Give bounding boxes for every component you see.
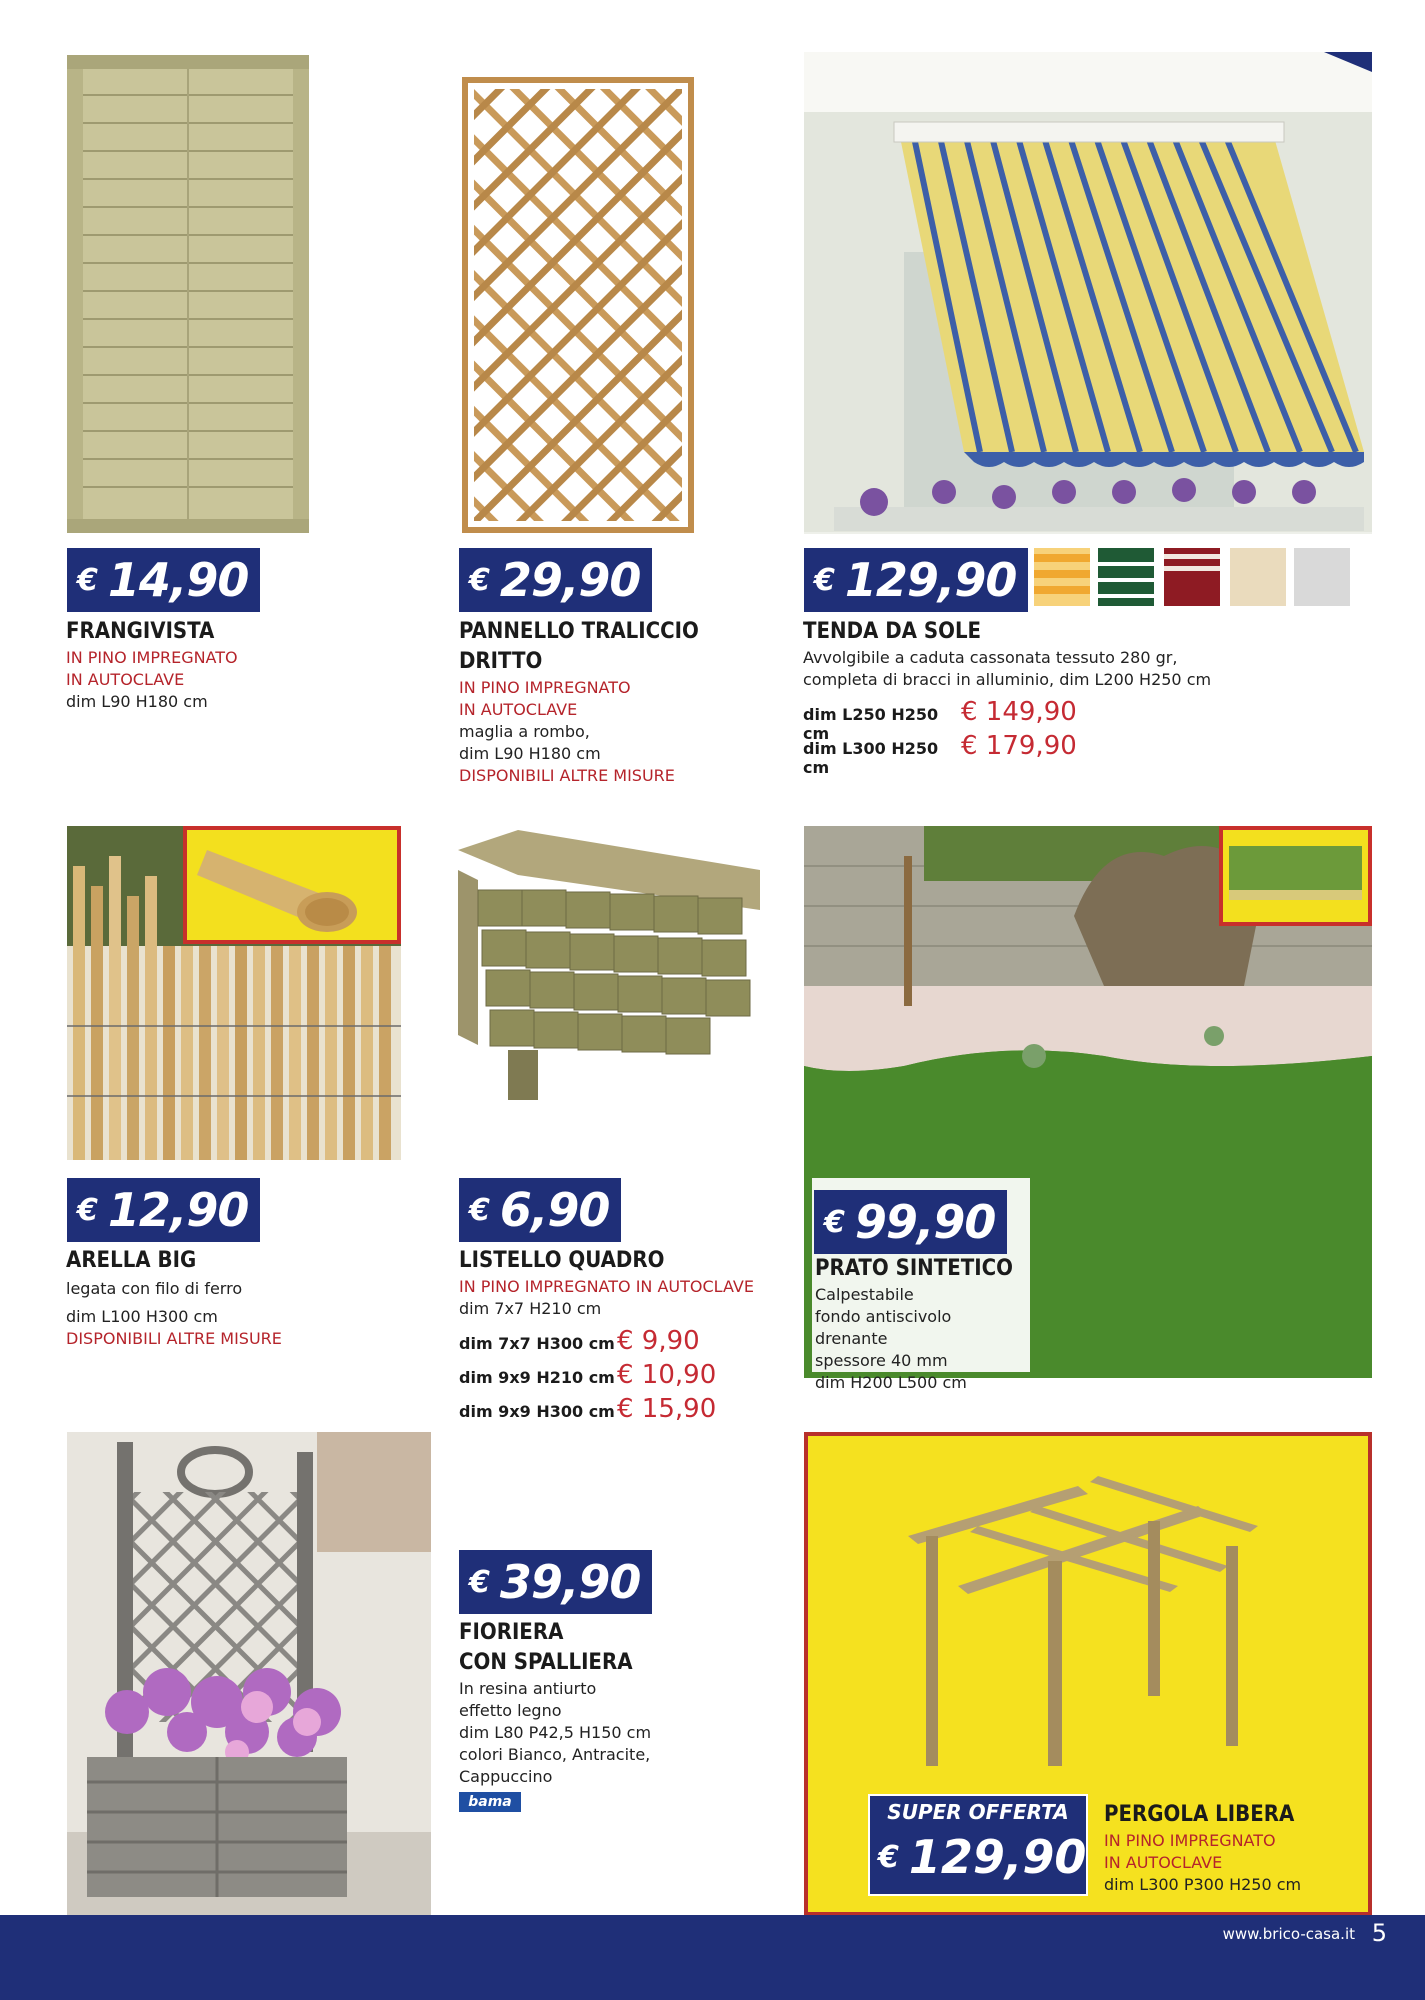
tenda-description [803,617,1363,777]
pergola-offer-box [804,1432,1372,1916]
currency-symbol: € [77,562,98,598]
variant-label: dim 9x9 H210 cm [459,1368,615,1387]
traliccio-price-tag [459,548,652,612]
variant-price: € 9,90 [617,1326,700,1356]
detail-line: legata con filo di ferro [66,1279,243,1298]
price-value: 129,90 [844,553,1017,607]
price-value: 6,90 [499,1183,610,1237]
detail-line: Calpestabile [815,1285,914,1304]
product-name: CON SPALLIERA [459,1650,633,1675]
price-value: 99,90 [854,1195,996,1249]
frangivista-price-tag [67,548,260,612]
variant-label: dim L250 H250 cm [803,705,939,743]
dimension-line: dim L100 H300 cm [66,1307,218,1326]
super-offerta-panel [868,1794,1088,1896]
listello-image [458,830,760,1112]
detail-line: fondo antiscivolo drenante [815,1307,952,1348]
arella-price-tag [67,1178,260,1242]
product-name: PANNELLO TRALICCIO [459,619,699,644]
product-name: FRANGIVISTA [66,619,215,644]
material-line: IN PINO IMPREGNATO [459,678,631,697]
price-value: 12,90 [107,1183,249,1237]
product-name: PERGOLA LIBERA [1104,1802,1295,1827]
dimension-line: dim L90 H180 cm [459,744,601,763]
currency-symbol: € [824,1204,845,1240]
availability-note: DISPONIBILI ALTRE MISURE [459,766,675,785]
swatch-light-grey[interactable] [1294,548,1350,606]
dimension-line: dim 7x7 H210 cm [459,1299,602,1318]
detail-line: spessore 40 mm [815,1351,948,1370]
variant-label: dim 7x7 H300 cm [459,1334,615,1353]
page-footer [0,1915,1425,2000]
currency-symbol: € [814,562,835,598]
detail-line: effetto legno [459,1701,562,1720]
size-variant [803,697,1363,743]
prato-grass-inset [1219,826,1372,926]
product-name: DRITTO [459,649,543,674]
detail-line: maglia a rombo, [459,722,590,741]
prato-price-tag [814,1190,1007,1254]
variant-label: dim 9x9 H300 cm [459,1402,615,1421]
product-name: PRATO SINTETICO [815,1256,1013,1281]
website-link[interactable]: www.brico-casa.it [1222,1925,1355,1943]
traliccio-description [459,617,779,787]
fioriera-image [67,1432,431,1917]
swatch-beige[interactable] [1230,548,1286,606]
material-line: IN AUTOCLAVE [1104,1853,1223,1872]
price-value: 14,90 [107,553,249,607]
currency-symbol: € [469,562,490,598]
product-name: FIORIERA [459,1620,564,1645]
brand-name: bama [468,1794,512,1810]
listello-price-tag [459,1178,621,1242]
availability-note: DISPONIBILI ALTRE MISURE [66,1329,282,1348]
variant-price: € 15,90 [617,1394,717,1424]
material-line: IN AUTOCLAVE [66,670,185,689]
product-name: LISTELLO QUADRO [459,1248,665,1273]
size-variant [459,1360,779,1394]
currency-symbol: € [77,1192,98,1228]
dimension-line: dim L90 H180 cm [66,692,208,711]
detail-line: In resina antiurto [459,1679,597,1698]
arella-description [66,1246,386,1350]
page-number: 5 [1371,1919,1387,1947]
detail-line: completa di bracci in alluminio, dim L200 H250 cm [803,670,1212,689]
product-name: ARELLA BIG [66,1248,197,1273]
super-offerta-badge: SUPER OFFERTA [887,1800,1069,1824]
size-variant [459,1326,779,1360]
traliccio-image [462,77,694,533]
size-variant [459,1394,779,1428]
currency-symbol: € [878,1839,899,1875]
material-line: IN AUTOCLAVE [459,700,578,719]
prato-description [815,1254,1025,1394]
currency-symbol: € [469,1564,490,1600]
detail-line: Avvolgibile a caduta cassonata tessuto 280 gr, [803,648,1178,667]
swatch-bordeaux-white[interactable] [1164,548,1220,606]
product-name: TENDA DA SOLE [803,619,982,644]
frangivista-image [67,55,309,533]
variant-label: dim L300 H250 cm [803,739,939,777]
dimension-line: dim L300 P300 H250 cm [1104,1875,1302,1894]
material-line: IN PINO IMPREGNATO [66,648,238,667]
detail-line: colori Bianco, Antracite, [459,1745,651,1764]
currency-symbol: € [469,1192,490,1228]
fioriera-description [459,1618,759,1812]
detail-line: Cappuccino [459,1767,553,1786]
pergola-description [1104,1800,1364,1896]
tenda-price-tag [804,548,1028,612]
brand-logo [459,1792,521,1812]
tenda-image [804,52,1372,534]
dimension-line: dim L80 P42,5 H150 cm [459,1723,652,1742]
variant-price: € 149,90 [961,697,1077,727]
frangivista-description [66,617,366,713]
variant-price: € 179,90 [961,731,1077,761]
price-value: 29,90 [499,553,641,607]
price-value: 129,90 [908,1830,1087,1884]
swatch-yellow-orange[interactable] [1034,548,1090,606]
dimension-line: dim H200 L500 cm [815,1373,967,1392]
variant-price: € 10,90 [617,1360,717,1390]
pergola-price [878,1830,1086,1884]
material-line: IN PINO IMPREGNATO [1104,1831,1276,1850]
material-line: IN PINO IMPREGNATO IN AUTOCLAVE [459,1277,754,1296]
fioriera-price-tag [459,1550,652,1614]
swatch-green-white[interactable] [1098,548,1154,606]
pergola-image [898,1446,1298,1766]
price-value: 39,90 [499,1555,641,1609]
listello-description [459,1246,779,1428]
arella-roll-inset [183,826,401,944]
